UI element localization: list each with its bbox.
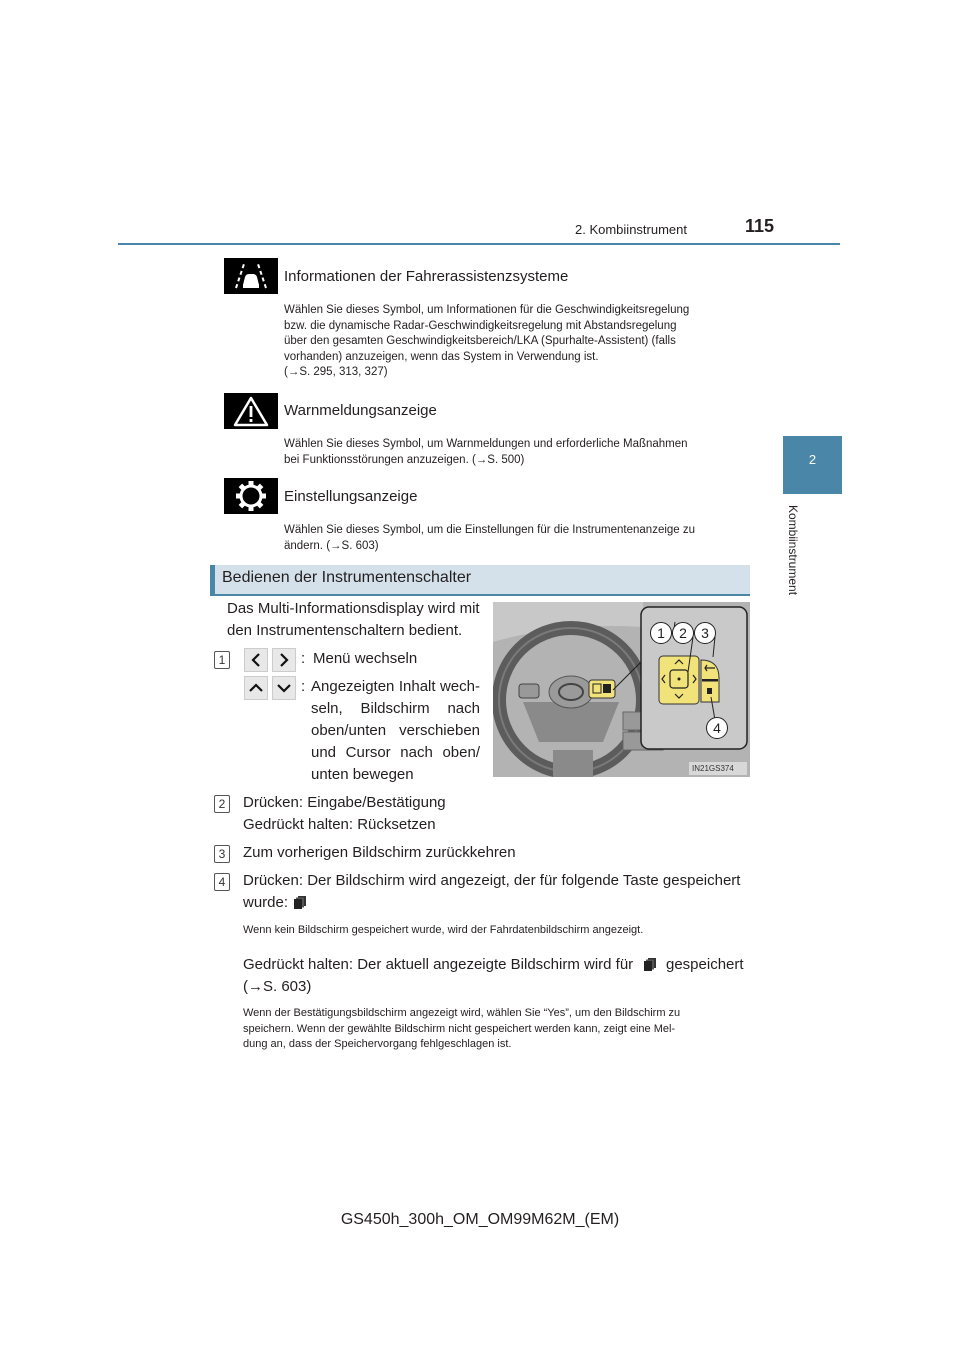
intro-line: den Instrumentenschaltern bedient. (227, 622, 463, 639)
chevron-down-icon (272, 676, 296, 700)
callout-number-1: 1 (214, 651, 230, 669)
figure-callout-2: 2 (672, 622, 694, 644)
header-rule (118, 243, 840, 245)
item4-line2: wurde: (243, 894, 289, 911)
desc-line: Wählen Sie dieses Symbol, um Informationen für die Geschwindigkeitsregelung (284, 304, 690, 316)
desc-line: bei Funktionsstörungen anzuzeigen. (→S. 500) (284, 453, 525, 466)
item1-text-b (311, 676, 480, 786)
chevron-left-icon (244, 648, 268, 672)
page-number: 115 (745, 216, 775, 236)
chevron-up-icon (244, 676, 268, 700)
symbol-title-driver-assist: Informationen der Fahrerassistenzsysteme (284, 268, 569, 285)
item3-text: Zum vorherigen Bildschirm zurückkehren (243, 844, 516, 861)
warning-icon (224, 393, 278, 429)
symbol-desc-warning (284, 437, 744, 468)
symbol-title-warning: Warnmeldungsanzeige (284, 402, 437, 419)
figure-callout-4: 4 (706, 717, 728, 739)
desc-line: vorhanden) anzuzeigen, wenn das System in Verwendung ist. (284, 350, 599, 363)
item1-line: oben/unten verschieben (311, 722, 480, 739)
callout-number-2: 2 (214, 795, 230, 813)
my-screen-icon (643, 957, 657, 971)
section-intro (227, 598, 482, 642)
item4-line1: Drücken: Der Bildschirm wird angezeigt, der für folgende Taste gespeichert (243, 872, 741, 889)
item1-text-a: Menü wechseln (313, 650, 418, 667)
desc-line: bzw. die dynamische Radar-Geschwindigkeitsregelung mit Abstandsregelung (284, 319, 677, 332)
colon: : (301, 650, 306, 667)
my-screen-icon (293, 895, 307, 909)
item1-line: Angezeigten Inhalt wech- (311, 678, 480, 695)
desc-line: (→S. 295, 313, 327) (284, 366, 388, 378)
symbol-desc-driver-assist (284, 303, 744, 381)
section-rule (210, 594, 750, 596)
chapter-label: Kombiinstrument (786, 505, 800, 596)
callout-number-3: 3 (214, 845, 230, 863)
steering-wheel-illustration (493, 602, 750, 777)
intro-line: Das Multi-Informationsdisplay wird mit (227, 600, 480, 617)
item4-note1: Wenn kein Bildschirm gespeichert wurde, wird der Fahrdatenbildschirm angezeigt. (243, 924, 644, 936)
figure-callout-3: 3 (694, 622, 716, 644)
figure-callout-1: 1 (650, 622, 672, 644)
note-line: dung an, dass der Speichervorgang fehlgeschlagen ist. (243, 1038, 512, 1050)
footer-doc-id: GS450h_300h_OM_OM99M62M_(EM) (340, 1211, 620, 1228)
symbol-desc-settings (284, 523, 744, 554)
item2-line: Drücken: Eingabe/Bestätigung (243, 794, 446, 811)
desc-line: Wählen Sie dieses Symbol, um Warnmeldungen und erforderliche Maßnahmen (284, 438, 688, 450)
item1-line: und Cursor nach oben/ (311, 744, 480, 761)
chapter-label-vertical (776, 505, 806, 605)
gear-icon (224, 478, 278, 514)
desc-line: ändern. (→S. 603) (284, 539, 379, 552)
figure-code: IN21GS374 (692, 764, 734, 773)
running-header: 2. Kombiinstrument (575, 222, 687, 237)
item4-hold-a: Gedrückt halten: Der aktuell angezeigte Bildschirm wird für (243, 956, 634, 973)
item1-line: seln, Bildschirm nach (311, 700, 480, 717)
item1-line: unten bewegen (311, 766, 414, 783)
chevron-right-icon (272, 648, 296, 672)
desc-line: Wählen Sie dieses Symbol, um die Einstellungen für die Instrumentenanzeige zu (284, 524, 696, 536)
item4-hold-ref: (→S. 603) (243, 978, 312, 995)
item4-hold-b: gespeichert (666, 956, 744, 973)
note-line: Wenn der Bestätigungsbildschirm angezeigt wird, wählen Sie “Yes”, um den Bildschirm zu (243, 1007, 681, 1019)
section-title: Bedienen der Instrumentenschalter (222, 569, 472, 586)
item2-text (243, 792, 446, 836)
colon: : (301, 678, 306, 695)
desc-line: über den gesamten Geschwindigkeitsbereich/LKA (Spurhalte-Assistent) (falls (284, 335, 676, 347)
note-line: speichern. Wenn der gewählte Bildschirm nicht gespeichert werden kann, zeigt eine Mel- (243, 1022, 676, 1035)
item4-note2 (243, 1006, 745, 1053)
symbol-title-settings: Einstellungsanzeige (284, 488, 418, 505)
chapter-number: 2 (808, 452, 817, 467)
driver-assist-icon (224, 258, 278, 294)
callout-number-4: 4 (214, 873, 230, 891)
item2-line: Gedrückt halten: Rücksetzen (243, 816, 436, 833)
